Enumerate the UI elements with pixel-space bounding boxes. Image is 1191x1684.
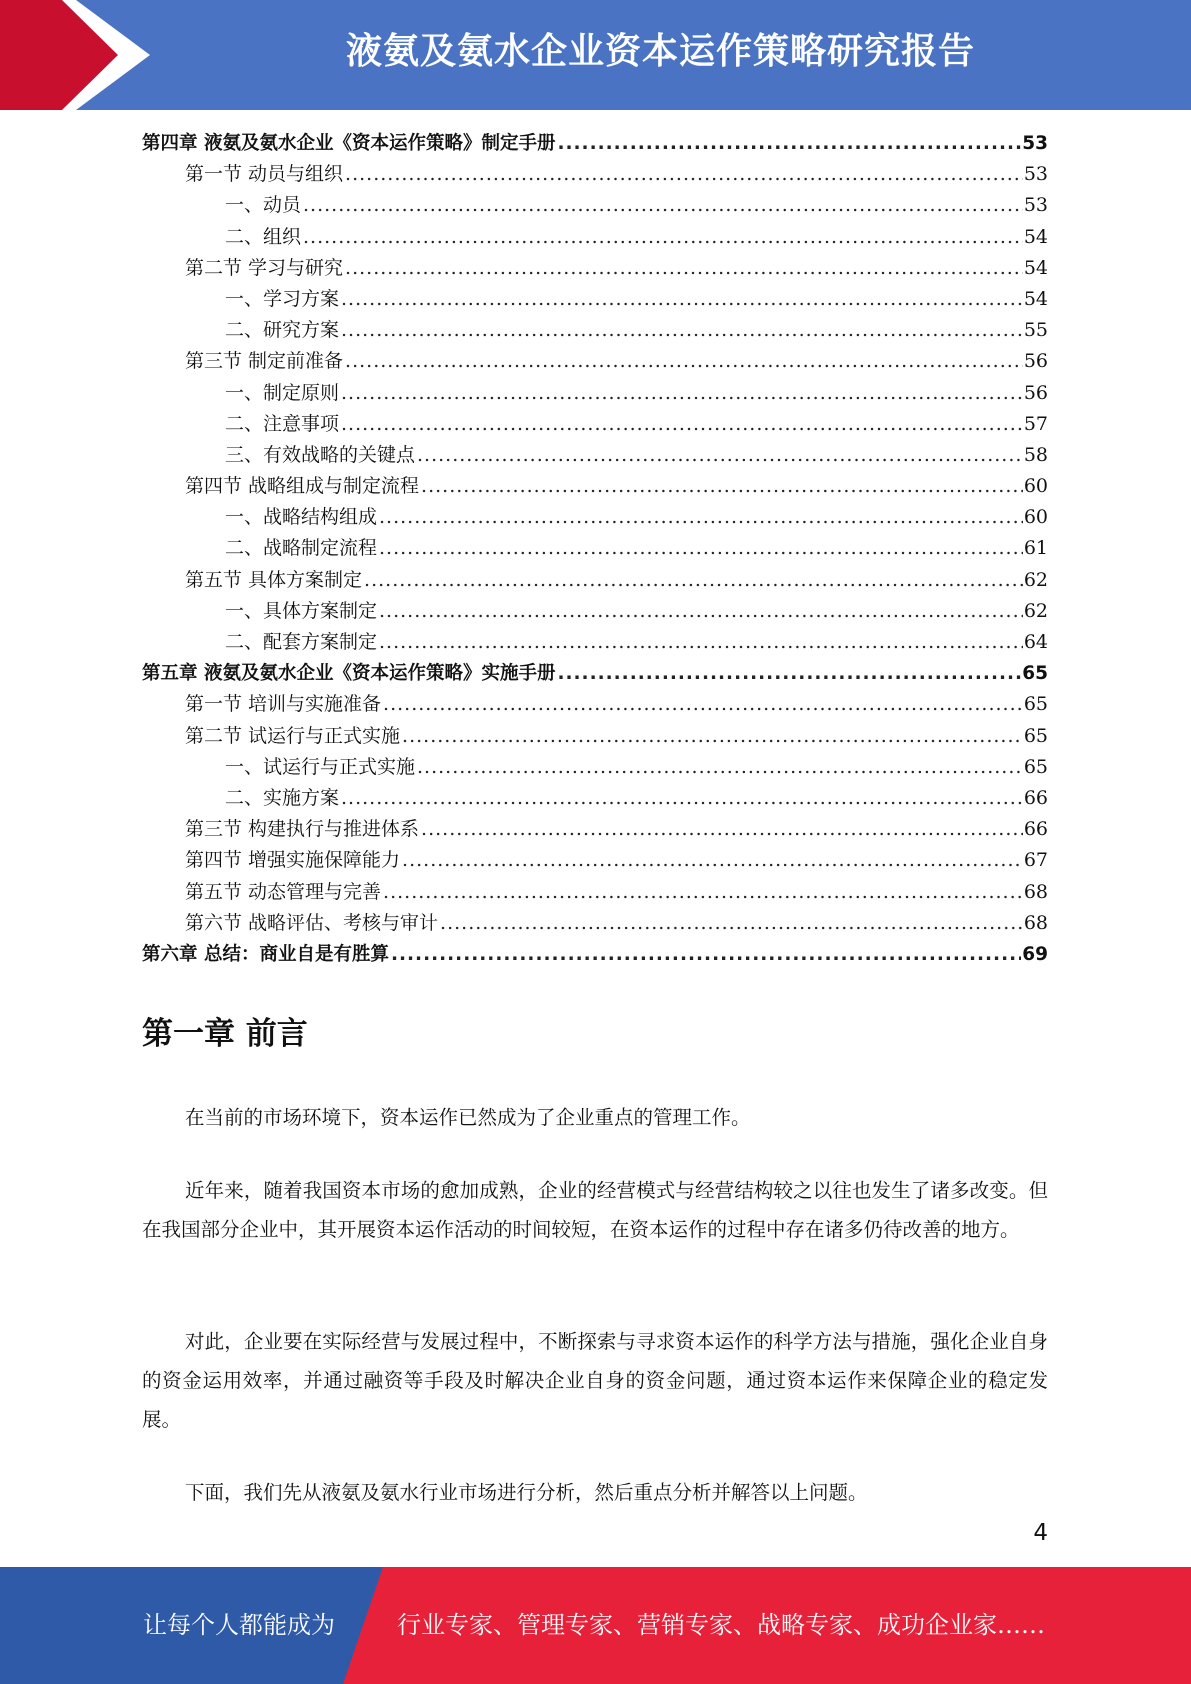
toc-leader-dots bbox=[383, 877, 1023, 908]
toc-entry-label: 二、配套方案制定 bbox=[225, 631, 378, 653]
toc-entry-label: 一、试运行与正式实施 bbox=[225, 755, 416, 778]
toc-entry-label: 第一节 培训与实施准备 bbox=[185, 693, 382, 716]
toc-entry-page: 64 bbox=[1023, 631, 1048, 653]
toc-leader-dots bbox=[341, 315, 1023, 346]
toc-entry-label: 第四章 液氨及氨水企业《资本运作策略》制定手册 bbox=[142, 133, 556, 154]
toc-subsection-entry[interactable] bbox=[142, 502, 1048, 533]
toc-leader-dots bbox=[364, 565, 1023, 596]
toc-section-entry[interactable] bbox=[142, 845, 1048, 876]
toc-subsection-entry[interactable] bbox=[142, 222, 1048, 253]
toc-entry-page: 65 bbox=[1022, 663, 1048, 685]
toc-section-entry[interactable] bbox=[142, 814, 1048, 845]
toc-entry-label: 第五节 动态管理与完善 bbox=[185, 880, 382, 903]
toc-entry-label: 二、研究方案 bbox=[225, 319, 340, 342]
toc-entry-page: 55 bbox=[1023, 319, 1048, 342]
toc-entry-label: 二、组织 bbox=[225, 225, 302, 248]
toc-entry-label: 第四节 增强实施保障能力 bbox=[185, 849, 401, 872]
toc-section-entry[interactable] bbox=[142, 689, 1048, 720]
toc-leader-dots bbox=[341, 783, 1023, 814]
report-title: 液氨及氨水企业资本运作策略研究报告 bbox=[345, 31, 975, 72]
toc-entry-label: 第二节 学习与研究 bbox=[185, 256, 344, 279]
toc-subsection-entry[interactable] bbox=[142, 315, 1048, 346]
toc-entry-label: 二、实施方案 bbox=[225, 786, 340, 809]
toc-entry-label: 三、有效战略的关键点 bbox=[225, 443, 416, 466]
toc-entry-page: 66 bbox=[1023, 786, 1048, 809]
toc-entry-page: 60 bbox=[1023, 506, 1048, 529]
toc-subsection-entry[interactable] bbox=[142, 409, 1048, 440]
toc-leader-dots bbox=[417, 752, 1023, 783]
toc-leader-dots bbox=[383, 689, 1023, 720]
toc-section-entry[interactable] bbox=[142, 877, 1048, 908]
toc-entry-label: 第五章 液氨及氨水企业《资本运作策略》实施手册 bbox=[142, 663, 556, 685]
footer-banner bbox=[0, 1567, 1191, 1684]
toc-entry-label: 一、动员 bbox=[225, 194, 302, 217]
toc-chapter-entry[interactable] bbox=[142, 939, 1048, 970]
toc-leader-dots bbox=[557, 128, 1021, 159]
toc-entry-label: 第六章 总结：商业自是有胜算 bbox=[142, 943, 389, 965]
toc-leader-dots bbox=[379, 533, 1023, 564]
toc-leader-dots bbox=[421, 471, 1023, 502]
toc-subsection-entry[interactable] bbox=[142, 752, 1048, 783]
toc-leader-dots bbox=[303, 222, 1023, 253]
toc-chapter-entry[interactable] bbox=[142, 658, 1048, 689]
toc-entry-label: 二、注意事项 bbox=[225, 412, 340, 435]
toc-entry-page: 54 bbox=[1023, 225, 1048, 248]
toc-entry-label: 一、具体方案制定 bbox=[225, 599, 378, 622]
toc-section-entry[interactable] bbox=[142, 346, 1048, 377]
toc-entry-label: 一、制定原则 bbox=[225, 381, 340, 404]
toc-subsection-entry[interactable] bbox=[142, 190, 1048, 221]
toc-entry-page: 65 bbox=[1023, 724, 1048, 747]
toc-section-entry[interactable] bbox=[142, 721, 1048, 752]
toc-entry-page: 69 bbox=[1022, 943, 1048, 965]
toc-leader-dots bbox=[303, 190, 1023, 221]
footer-slogan-right: 行业专家、管理专家、营销专家、战略专家、成功企业家…… bbox=[397, 1611, 1045, 1639]
toc-entry-page: 56 bbox=[1023, 381, 1048, 404]
toc-subsection-entry[interactable] bbox=[142, 627, 1048, 658]
toc-entry-label: 二、战略制定流程 bbox=[225, 537, 378, 560]
paragraph-4: 下面，我们先从液氨及氨水行业市场进行分析，然后重点分析并解答以上问题。 bbox=[185, 1481, 868, 1504]
toc-leader-dots bbox=[345, 253, 1023, 284]
toc-subsection-entry[interactable] bbox=[142, 596, 1048, 627]
table-of-contents bbox=[142, 128, 1048, 970]
toc-entry-page: 53 bbox=[1023, 163, 1048, 186]
toc-entry-label: 一、学习方案 bbox=[225, 287, 340, 310]
toc-leader-dots bbox=[341, 409, 1023, 440]
toc-leader-dots bbox=[345, 346, 1023, 377]
toc-entry-label: 第六节 战略评估、考核与审计 bbox=[185, 911, 439, 934]
toc-leader-dots bbox=[341, 378, 1023, 409]
toc-entry-page: 67 bbox=[1023, 849, 1048, 872]
toc-entry-page: 68 bbox=[1023, 911, 1048, 934]
paragraph-3: 对此，企业要在实际经营与发展过程中，不断探索与寻求资本运作的科学方法与措施，强化企业自身的资金运用效率，并通过融资等手段及时解决企业自身的资金问题，通过资本运作来保障企业的稳定发展。 bbox=[142, 1330, 1048, 1431]
toc-entry-label: 第二节 试运行与正式实施 bbox=[185, 724, 401, 747]
toc-entry-page: 53 bbox=[1022, 133, 1048, 154]
chapter-heading: 第一章 前言 bbox=[142, 1016, 308, 1052]
toc-section-entry[interactable] bbox=[142, 565, 1048, 596]
toc-entry-page: 56 bbox=[1023, 350, 1048, 373]
toc-entry-page: 61 bbox=[1023, 537, 1048, 560]
toc-entry-label: 第三节 制定前准备 bbox=[185, 350, 344, 373]
toc-section-entry[interactable] bbox=[142, 253, 1048, 284]
toc-entry-page: 62 bbox=[1023, 599, 1048, 622]
toc-leader-dots bbox=[379, 502, 1023, 533]
toc-entry-page: 65 bbox=[1023, 693, 1048, 716]
toc-subsection-entry[interactable] bbox=[142, 783, 1048, 814]
toc-leader-dots bbox=[557, 658, 1021, 689]
toc-leader-dots bbox=[402, 845, 1023, 876]
footer-slogan-left: 让每个人都能成为 bbox=[143, 1611, 335, 1639]
toc-leader-dots bbox=[345, 159, 1023, 190]
toc-subsection-entry[interactable] bbox=[142, 378, 1048, 409]
toc-leader-dots bbox=[341, 284, 1023, 315]
toc-leader-dots bbox=[417, 440, 1023, 471]
header-banner bbox=[0, 0, 1191, 110]
toc-entry-page: 68 bbox=[1023, 880, 1048, 903]
toc-leader-dots bbox=[391, 939, 1021, 970]
toc-entry-page: 54 bbox=[1023, 287, 1048, 310]
toc-leader-dots bbox=[379, 627, 1023, 658]
toc-entry-label: 第四节 战略组成与制定流程 bbox=[185, 475, 420, 498]
toc-entry-page: 65 bbox=[1023, 755, 1048, 778]
paragraph-1: 在当前的市场环境下，资本运作已然成为了企业重点的管理工作。 bbox=[185, 1106, 751, 1129]
toc-leader-dots bbox=[379, 596, 1023, 627]
paragraph-2: 近年来，随着我国资本市场的愈加成熟，企业的经营模式与经营结构较之以往也发生了诸多改变。但在我国部分企业中，其开展资本运作活动的时间较短，在资本运作的过程中存在诸多仍待改善的地方。 bbox=[142, 1179, 1048, 1241]
toc-entry-page: 62 bbox=[1023, 568, 1048, 591]
toc-section-entry[interactable] bbox=[142, 159, 1048, 190]
toc-entry-page: 53 bbox=[1023, 194, 1048, 217]
toc-entry-page: 57 bbox=[1023, 412, 1048, 435]
toc-entry-page: 66 bbox=[1023, 818, 1048, 841]
toc-section-entry[interactable] bbox=[142, 908, 1048, 939]
toc-subsection-entry[interactable] bbox=[142, 533, 1048, 564]
toc-leader-dots bbox=[402, 721, 1023, 752]
toc-subsection-entry[interactable] bbox=[142, 284, 1048, 315]
toc-entry-page: 58 bbox=[1023, 443, 1048, 466]
toc-entry-label: 第三节 构建执行与推进体系 bbox=[185, 818, 420, 841]
toc-subsection-entry[interactable] bbox=[142, 440, 1048, 471]
toc-section-entry[interactable] bbox=[142, 471, 1048, 502]
toc-entry-page: 54 bbox=[1023, 256, 1048, 279]
toc-entry-label: 一、战略结构组成 bbox=[225, 506, 378, 529]
toc-chapter-entry[interactable] bbox=[142, 128, 1048, 159]
toc-entry-label: 第一节 动员与组织 bbox=[185, 163, 344, 186]
toc-entry-page: 60 bbox=[1023, 475, 1048, 498]
toc-leader-dots bbox=[440, 908, 1023, 939]
toc-leader-dots bbox=[421, 814, 1023, 845]
toc-entry-label: 第五节 具体方案制定 bbox=[185, 568, 363, 591]
page-number: 4 bbox=[1033, 1520, 1048, 1546]
